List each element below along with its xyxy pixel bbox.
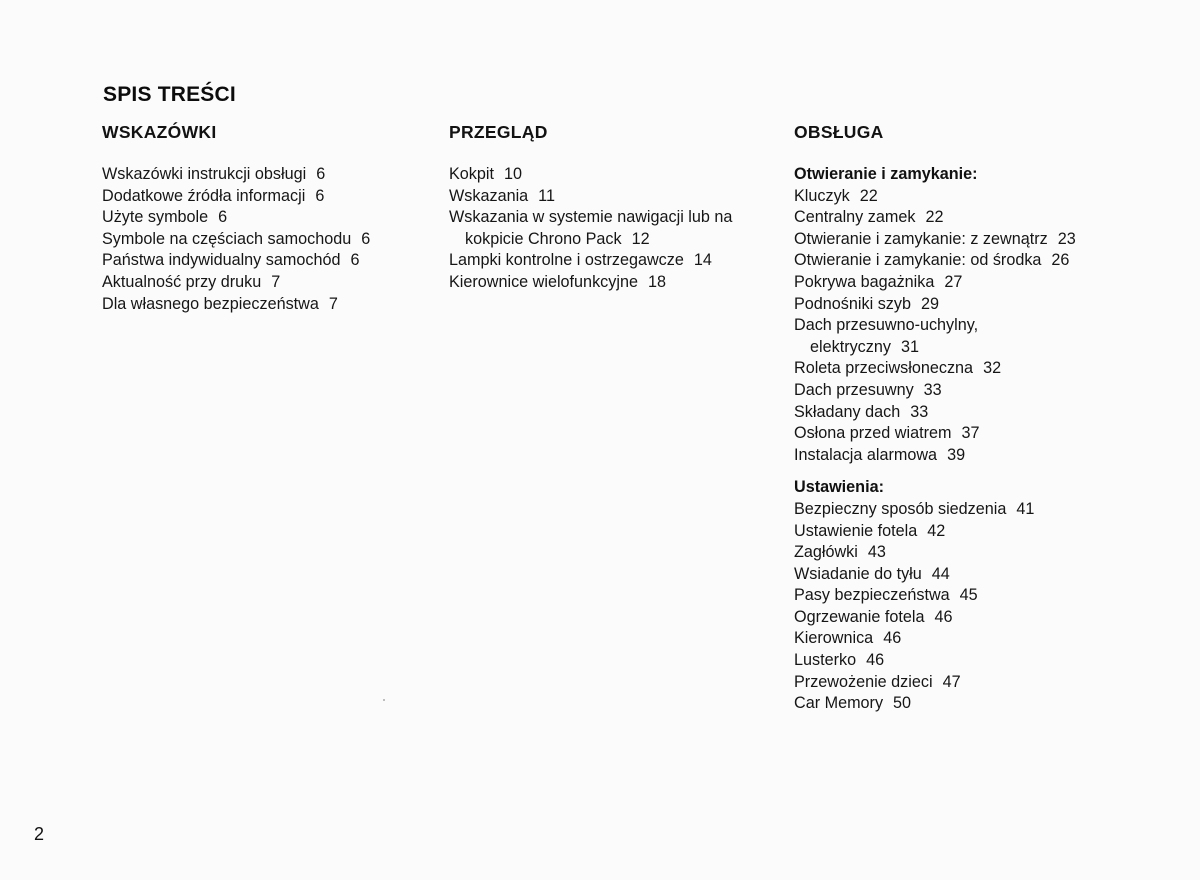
- toc-entry[interactable]: [102, 250, 432, 272]
- toc-entry-title: Wsiadanie do tyłu: [794, 564, 922, 583]
- toc-entry[interactable]: [449, 186, 779, 208]
- toc-entry[interactable]: [102, 294, 432, 316]
- toc-entry[interactable]: [794, 423, 1184, 445]
- toc-entry[interactable]: [794, 564, 1184, 586]
- column-heading: PRZEGLĄD: [449, 122, 548, 142]
- toc-entry-title: Składany dach: [794, 402, 901, 421]
- toc-group-ustawienia: [794, 477, 1184, 715]
- toc-column-obsluga: [794, 120, 1184, 726]
- toc-entry-title: Osłona przed wiatrem: [794, 424, 952, 443]
- toc-entry-page: 11: [538, 186, 555, 205]
- toc-group-otwieranie: [794, 164, 1184, 466]
- toc-entry-title: Kierownice wielofunkcyjne: [449, 272, 638, 291]
- toc-entry[interactable]: [794, 380, 1184, 402]
- toc-column-wskazowki: [102, 120, 432, 315]
- toc-entry-page: 44: [931, 564, 950, 583]
- toc-entry[interactable]: [794, 402, 1184, 424]
- toc-entry-page: 42: [927, 521, 946, 540]
- toc-entry-page: 6: [350, 251, 360, 270]
- toc-entry-title: Bezpieczny sposób siedzenia: [794, 499, 1007, 518]
- toc-entry-page: 45: [959, 586, 978, 605]
- toc-entry-title-cont: elektryczny: [810, 337, 891, 356]
- toc-entry-title: Kokpit: [449, 165, 494, 183]
- toc-entry-title: Symbole na częściach samochodu: [102, 229, 352, 248]
- toc-entry-title: Roleta przeciwsłoneczna: [794, 359, 974, 378]
- toc-entry[interactable]: [794, 207, 1184, 229]
- toc-entry-title: Zagłówki: [794, 543, 858, 562]
- toc-entry-title: Otwieranie i zamykanie: od środka: [794, 251, 1042, 270]
- toc-entry-title: Wskazówki instrukcji obsługi: [102, 165, 307, 183]
- toc-entry-title: Instalacja alarmowa: [794, 445, 938, 464]
- toc-entry[interactable]: [794, 294, 1184, 316]
- toc-entry[interactable]: [449, 164, 779, 186]
- print-speck: [383, 699, 385, 701]
- toc-entry-page: 37: [961, 424, 980, 443]
- toc-entry-page: 27: [944, 272, 963, 291]
- toc-entry-page: 6: [315, 186, 325, 205]
- toc-entry[interactable]: [794, 272, 1184, 294]
- toc-entry-page: 46: [934, 607, 953, 626]
- toc-list: [794, 499, 1184, 715]
- toc-entry-page: 47: [942, 672, 961, 691]
- toc-entry-title: Wskazania w systemie nawigacji lub na: [449, 208, 733, 227]
- toc-entry[interactable]: [102, 207, 432, 229]
- toc-entry[interactable]: [794, 186, 1184, 208]
- toc-entry-page: 39: [947, 445, 966, 464]
- page-number: 2: [34, 824, 45, 844]
- toc-column-przeglad: [449, 120, 779, 294]
- toc-entry-page: 14: [693, 251, 712, 270]
- toc-entry-title: Dach przesuwny: [794, 380, 914, 399]
- toc-entry-title: Otwieranie i zamykanie: z zewnątrz: [794, 229, 1048, 248]
- page-title: SPIS TREŚCI: [103, 83, 236, 107]
- toc-entry[interactable]: [794, 445, 1184, 467]
- toc-entry[interactable]: [794, 628, 1184, 650]
- toc-entry[interactable]: [794, 521, 1184, 543]
- toc-entry[interactable]: [102, 164, 432, 186]
- toc-entry[interactable]: [794, 315, 1184, 358]
- toc-entry-page: 12: [631, 229, 650, 248]
- toc-entry-page: 32: [983, 359, 1002, 378]
- toc-entry-page: 29: [920, 294, 939, 313]
- toc-entry[interactable]: [794, 542, 1184, 564]
- toc-entry-title-cont: kokpicie Chrono Pack: [465, 229, 622, 248]
- toc-list: [449, 164, 779, 294]
- toc-entry-title: Ogrzewanie fotela: [794, 607, 925, 626]
- column-heading: WSKAZÓWKI: [102, 122, 217, 142]
- toc-entry[interactable]: [102, 229, 432, 251]
- toc-entry-title: Lusterko: [794, 651, 857, 670]
- toc-entry[interactable]: [794, 499, 1184, 521]
- toc-entry-title: Aktualność przy druku: [102, 272, 262, 291]
- toc-list: [102, 164, 432, 315]
- toc-entry-title: Kluczyk: [794, 186, 850, 205]
- toc-entry-title: Dodatkowe źródła informacji: [102, 186, 306, 205]
- toc-entry[interactable]: [449, 207, 779, 250]
- toc-entry-title: Państwa indywidualny samochód: [102, 251, 341, 270]
- toc-entry-title: Centralny zamek: [794, 208, 916, 227]
- toc-entry-page: 22: [925, 208, 944, 227]
- toc-entry-title: Car Memory: [794, 694, 884, 713]
- toc-entry-title: Podnośniki szyb: [794, 294, 911, 313]
- toc-list: [794, 186, 1184, 467]
- toc-entry-page: 41: [1016, 499, 1035, 518]
- group-subheading: Ustawienia:: [794, 478, 884, 497]
- toc-entry-title: Użyte symbole: [102, 208, 209, 227]
- toc-entry[interactable]: [102, 186, 432, 208]
- toc-entry-title: Przewożenie dzieci: [794, 672, 933, 691]
- toc-entry[interactable]: [794, 607, 1184, 629]
- toc-entry-continuation: [794, 337, 1184, 359]
- toc-entry-page: 50: [893, 694, 912, 713]
- toc-entry[interactable]: [449, 250, 779, 272]
- toc-entry[interactable]: [794, 585, 1184, 607]
- toc-entry[interactable]: [794, 229, 1184, 251]
- toc-entry-page: 46: [883, 629, 902, 648]
- toc-entry-page: 43: [867, 543, 886, 562]
- toc-entry-page: 18: [647, 272, 666, 291]
- toc-entry-page: 46: [866, 651, 885, 670]
- column-heading: OBSŁUGA: [794, 122, 884, 142]
- toc-entry[interactable]: [102, 272, 432, 294]
- toc-entry-title: Kierownica: [794, 629, 874, 648]
- toc-entry-title: Ustawienie fotela: [794, 521, 918, 540]
- toc-entry[interactable]: [794, 250, 1184, 272]
- toc-entry-page: 33: [910, 402, 929, 421]
- toc-entry-page: 33: [923, 380, 942, 399]
- toc-entry-title: Lampki kontrolne i ostrzegawcze: [449, 251, 684, 270]
- toc-entry-page: 22: [859, 186, 878, 205]
- toc-entry-title: Pasy bezpieczeństwa: [794, 586, 950, 605]
- toc-entry-title: Dla własnego bezpieczeństwa: [102, 294, 319, 313]
- group-subheading: Otwieranie i zamykanie:: [794, 165, 978, 183]
- toc-entry-page: 6: [218, 208, 228, 227]
- toc-entry-title: Pokrywa bagażnika: [794, 272, 935, 291]
- toc-entry-page: 7: [328, 294, 338, 313]
- toc-entry[interactable]: [794, 650, 1184, 672]
- toc-entry-page: 6: [316, 165, 326, 183]
- toc-entry-page: 26: [1051, 251, 1070, 270]
- toc-entry-page: 23: [1057, 229, 1076, 248]
- toc-entry[interactable]: [449, 272, 779, 294]
- toc-entry-title: Wskazania: [449, 186, 529, 205]
- toc-entry-continuation: [449, 229, 779, 251]
- toc-entry-title: Dach przesuwno-uchylny,: [794, 316, 979, 335]
- toc-entry-page: 10: [504, 165, 523, 183]
- toc-entry-page: 6: [361, 229, 371, 248]
- toc-entry-page: 7: [271, 272, 281, 291]
- toc-entry[interactable]: [794, 672, 1184, 694]
- toc-entry[interactable]: [794, 693, 1184, 715]
- toc-entry-page: 31: [900, 337, 919, 356]
- toc-entry[interactable]: [794, 358, 1184, 380]
